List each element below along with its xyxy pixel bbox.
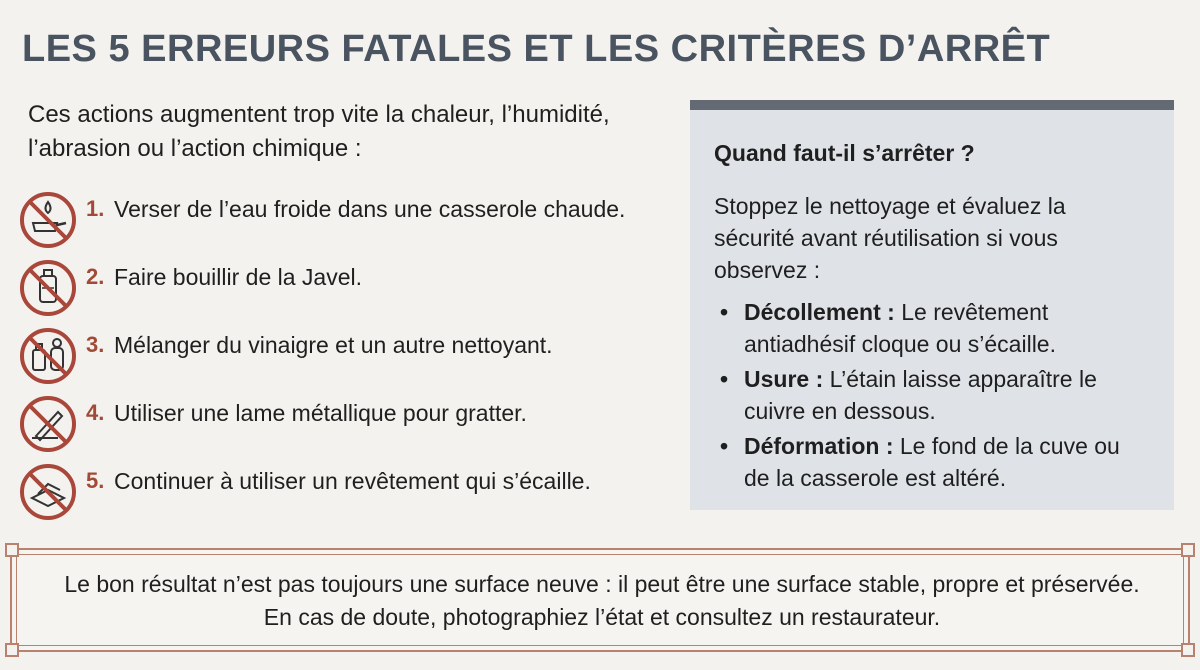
panel-intro: Stoppez le nettoyage et évaluez la sécurité avant réutilisation si vous observez : — [714, 193, 1066, 283]
metal-blade-icon — [18, 394, 78, 454]
criterion-text: Le fond de la cuve ou de la casserole est altéré. — [744, 433, 1120, 491]
cold-water-pan-icon — [18, 190, 78, 250]
corner-ornament — [5, 643, 19, 657]
mistake-number: 1. — [86, 196, 105, 221]
mistake-item — [18, 324, 668, 392]
panel-title: Quand faut-il s’arrêter ? — [714, 140, 975, 166]
mistake-item — [18, 188, 668, 256]
corner-ornament — [1181, 543, 1195, 557]
mistake-number: 5. — [86, 468, 105, 493]
intro-text: Ces actions augmentent trop vite la chaleur, l’humidité, l’abrasion ou l’action chimique : — [28, 101, 610, 162]
criterion-text: Le revêtement antiadhésif cloque ou s’écaille. — [744, 299, 1056, 357]
mistake-number: 2. — [86, 264, 105, 289]
mistake-number: 4. — [86, 400, 105, 425]
mistake-text: Mélanger du vinaigre et un autre nettoyant. — [114, 332, 553, 358]
criterion-item — [720, 430, 1150, 494]
footer-note-box — [10, 548, 1190, 652]
corner-ornament — [1181, 643, 1195, 657]
bullet: • — [720, 433, 729, 459]
criterion-text: L’étain laisse apparaître le cuivre en dessous. — [744, 366, 1097, 424]
footer-text: Le bon résultat n’est pas toujours une surface neuve : il peut être une surface stable, propre et préservée. En cas de doute, photographiez l’état et consultez un restaurateur. — [64, 571, 1140, 630]
mistake-item — [18, 460, 668, 528]
mistake-text: Verser de l’eau froide dans une casserole chaude. — [114, 196, 626, 222]
bleach-bottle-icon — [18, 258, 78, 318]
criterion-item — [720, 296, 1150, 360]
bullet: • — [720, 366, 729, 392]
mistake-text: Utiliser une lame métallique pour gratter. — [114, 400, 527, 426]
criteria-list — [720, 296, 1150, 497]
corner-ornament — [5, 543, 19, 557]
criterion-term: Décollement : — [744, 299, 895, 325]
mistake-item — [18, 256, 668, 324]
mistake-text: Faire bouillir de la Javel. — [114, 264, 363, 290]
mistake-text: Continuer à utiliser un revêtement qui s’écaille. — [114, 468, 591, 494]
mistake-item — [18, 392, 668, 460]
bullet: • — [720, 299, 729, 325]
page-title: LES 5 ERREURS FATALES ET LES CRITÈRES D’ARRÊT — [22, 28, 1051, 70]
peeling-coating-icon — [18, 462, 78, 522]
mixing-bottles-icon — [18, 326, 78, 386]
mistakes-list — [18, 188, 668, 528]
stop-criteria-panel — [690, 100, 1174, 510]
criterion-item — [720, 363, 1150, 427]
mistake-number: 3. — [86, 332, 105, 357]
criterion-term: Déformation : — [744, 433, 894, 459]
criterion-term: Usure : — [744, 366, 824, 392]
